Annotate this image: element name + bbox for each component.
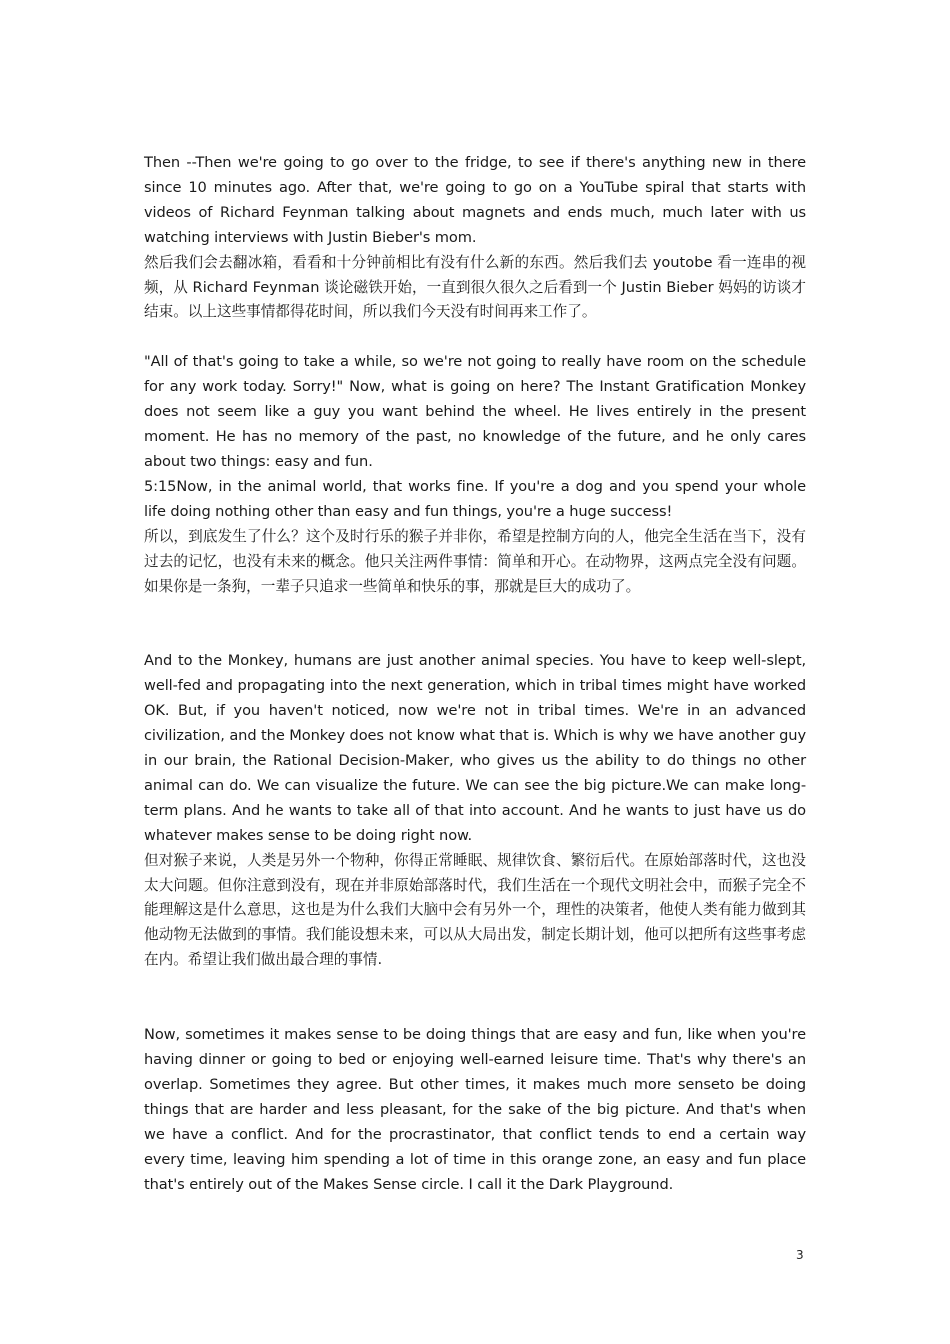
document-body <box>144 151 806 1198</box>
section-dark-playground <box>144 1023 806 1197</box>
page-number: 3 <box>796 1248 804 1262</box>
section-fridge <box>144 151 806 325</box>
paragraph-english: "All of that's going to take a while, so we're not going to really have room on the schedule for any work today. Sorry!" Now, what is going on here? The Instant Gratification Monkey does not seem like a guy you want behind the wheel. He lives entirely in the present moment. He has no memory of the past, no knowledge of the future, and he only cares about two things: easy and fun. <box>144 353 806 470</box>
section-rational-decision-maker <box>144 649 806 973</box>
paragraph-chinese: 然后我们会去翻冰箱，看看和十分钟前相比有没有什么新的东西。然后我们去 youtobe 看一连串的视频，从 Richard Feynman 谈论磁铁开始，一直到很久很久之后看到一个 Justin Bieber 妈妈的访谈才结束。以上这些事情都得花时间，所以我们今天没有时间再来工作了。 <box>144 253 806 321</box>
paragraph-english: And to the Monkey, humans are just another animal species. You have to keep well-slept, well-fed and propagating into the next generation, which in tribal times might have worked OK. But, if you haven't noticed, now we're not in tribal times. We're in an advanced civilization, and the Monkey does not know what that is. Which is why we have another guy in our brain, the Rational Decision-Maker, who gives us the ability to do things no other animal can do. We can visualize the future. We can see the big picture.We can make long-term plans. And he wants to take all of that into account. And he wants to just have us do whatever makes sense to be doing right now. <box>144 652 806 844</box>
paragraph-english: Then --Then we're going to go over to the fridge, to see if there's anything new in there since 10 minutes ago. After that, we're going to go on a YouTube spiral that starts with videos of Richard Feynman talking about magnets and ends much, much later with us watching interviews with Justin Bieber's mom. <box>144 154 806 246</box>
section-monkey <box>144 350 806 599</box>
paragraph-chinese: 所以，到底发生了什么？这个及时行乐的猴子并非你，希望是控制方向的人，他完全生活在当下，没有过去的记忆，也没有未来的概念。他只关注两件事情：简单和开心。在动物界，这两点完全没有问题。如果你是一条狗，一辈子只追求一些简单和快乐的事，那就是巨大的成功了。 <box>144 527 806 595</box>
paragraph-english: Now, sometimes it makes sense to be doing things that are easy and fun, like when you're having dinner or going to bed or enjoying well-earned leisure time. That's why there's an overlap. Sometimes they agree. But other times, it makes much more senseto be doing things that are harder and less pleasant, for the sake of the big picture. And that's when we have a conflict. And for the procrastinator, that conflict tends to end a certain way every time, leaving him spending a lot of time in this orange zone, an easy and fun place that's entirely out of the Makes Sense circle. I call it the Dark Playground. <box>144 1026 806 1193</box>
paragraph-chinese: 但对猴子来说，人类是另外一个物种，你得正常睡眠、规律饮食、繁衍后代。在原始部落时代，这也没太大问题。但你注意到没有，现在并非原始部落时代，我们生活在一个现代文明社会中，而猴子完全不能理解这是什么意思，这也是为什么我们大脑中会有另外一个，理性的决策者，他使人类有能力做到其他动物无法做到的事情。我们能设想未来，可以从大局出发，制定长期计划，他可以把所有这些事考虑在内。希望让我们做出最合理的事情. <box>144 851 806 969</box>
paragraph-english-timestamp: 5:15Now, in the animal world, that works fine. If you're a dog and you spend your whole life doing nothing other than easy and fun things, you're a huge success! <box>144 477 806 520</box>
